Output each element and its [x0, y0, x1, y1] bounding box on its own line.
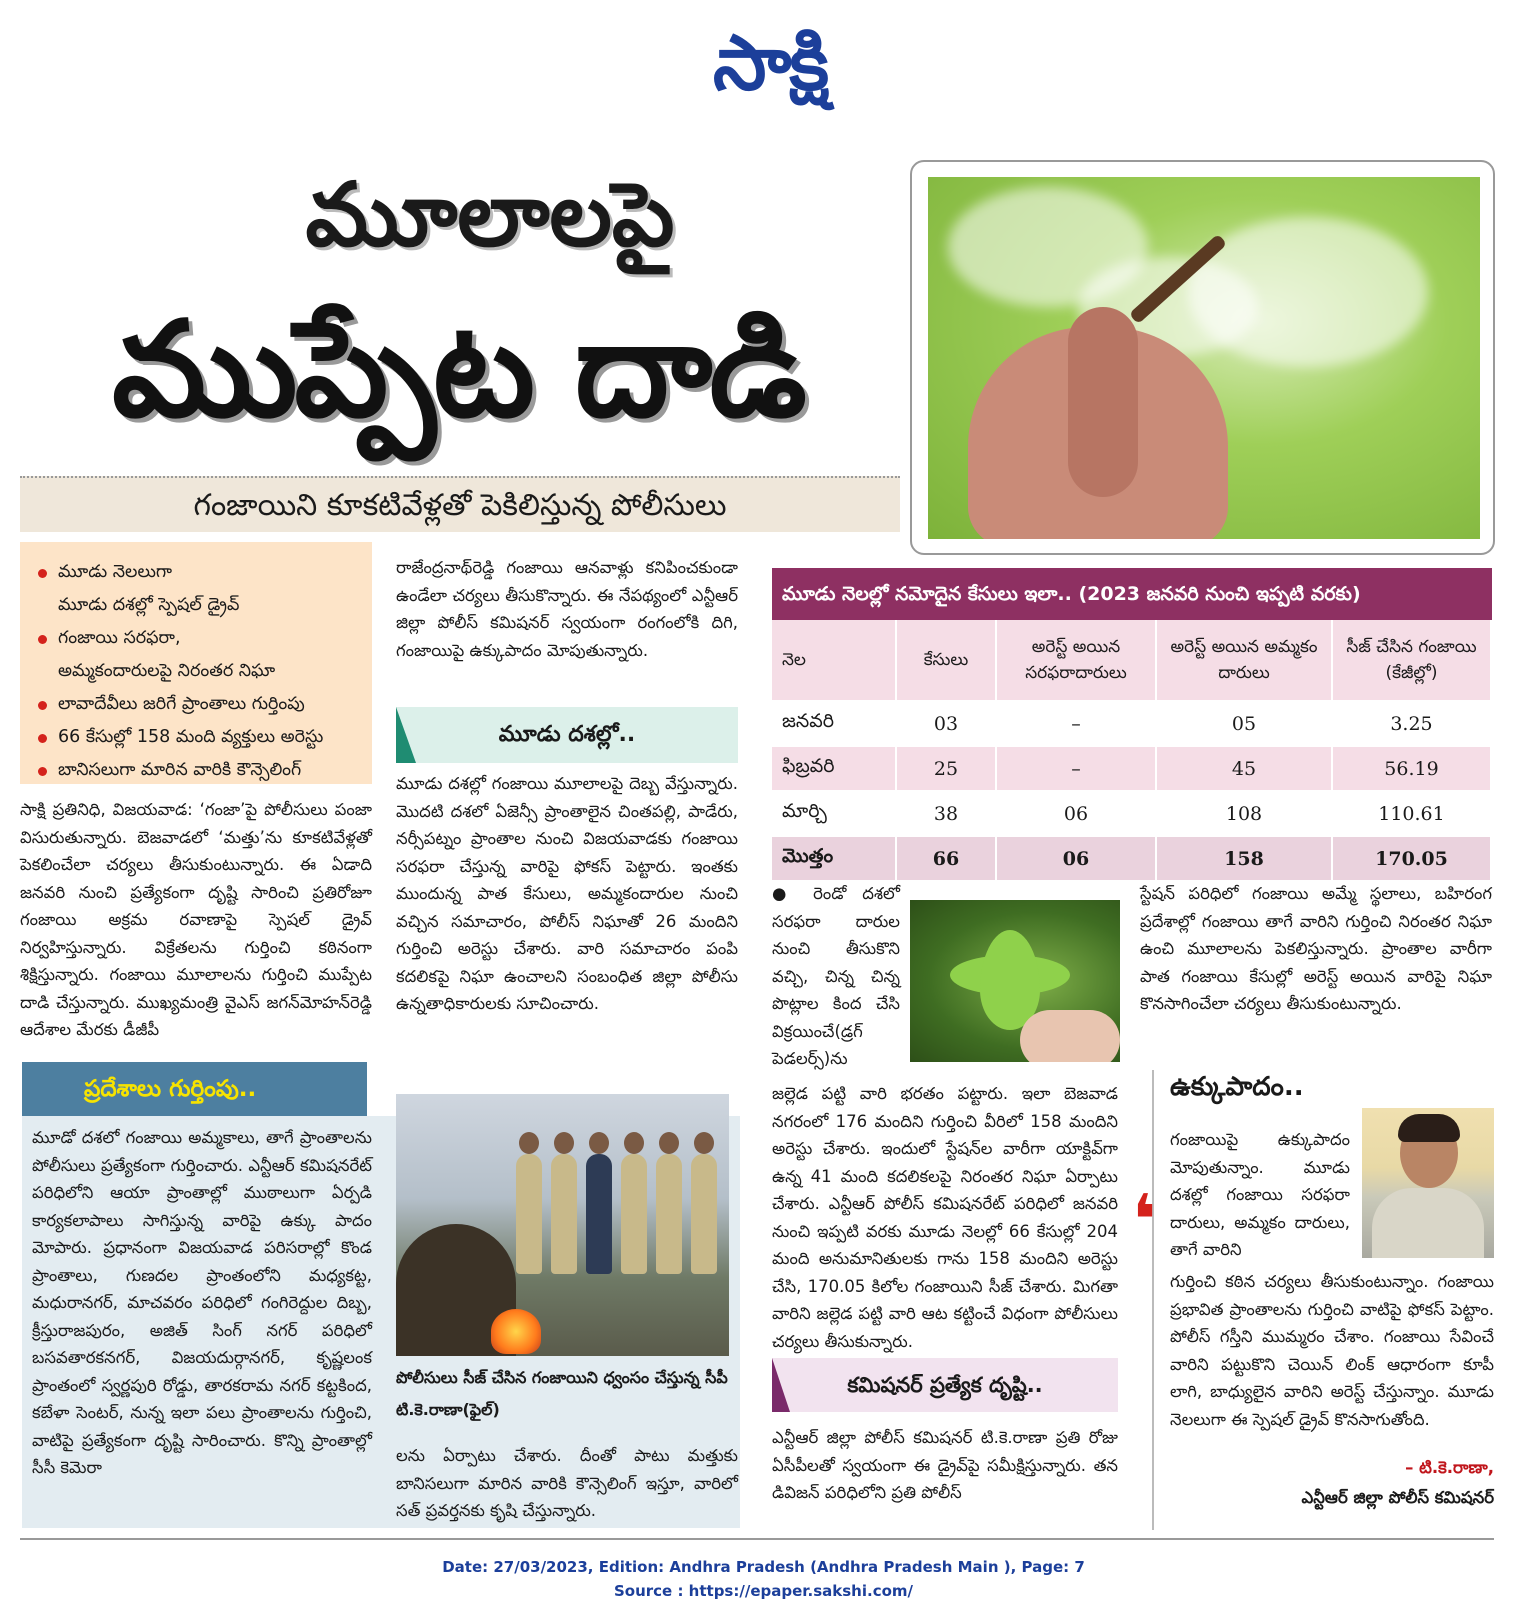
- highlight-item: బానిసలుగా మారిన వారికి కౌన్సెలింగ్‌: [38, 754, 364, 787]
- table-cell: 06: [996, 791, 1156, 836]
- col3-top-paragraph: ● రెండో దశలో సరఫరా దారుల నుంచి తీసుకొని వచ్చి, చిన్న చిన్న పొట్లాల కింద చేసి విక్రయించే(డ్రగ్‌ పెడలర్స్‌)ను: [772, 884, 900, 1068]
- table-cell: జనవరి: [772, 701, 896, 746]
- highlight-item: 66 కేసుల్లో 158 మంది వ్యక్తులు అరెస్టు: [38, 721, 364, 754]
- quote-text-narrow: గంజాయిపై ఉక్కుపాదం మోపుతున్నాం. మూడు దశల్లో గంజాయి సరఫరా దారులు, అమ్మకం దారులు, తాగే వారిని: [1170, 1130, 1350, 1259]
- table-header-seized: సీజ్‌ చేసిన గంజాయి (కేజీల్లో): [1332, 620, 1491, 701]
- three-stages-heading: మూడు దశల్లో..: [396, 707, 738, 763]
- commissioner-portrait: [1362, 1108, 1494, 1258]
- table-row: [772, 746, 1491, 791]
- highlight-item-cont: మూడు దశల్లో స్పెషల్‌ డ్రైవ్‌: [58, 595, 240, 615]
- quote-text-wide: గుర్తించి కఠిన చర్యలు తీసుకుంటున్నాం. గంజాయి ప్రభావిత ప్రాంతాలను గుర్తించి వాటిపై ఫోకస్‌ పెట్టాం. పోలీస్‌ గస్తీని ముమ్మరం చేశాం. గంజాయి సేవించే వారిని పట్టుకొని చెయిన్‌ లింక్‌ ఆధారంగా కూపీ లాగి, బాధ్యులైన వారిని అరెస్ట్‌ చేస్తున్నాం. మూడు నెలలుగా ఈ స్పెషల్‌ డ్రైవ్‌ కొనసాగుతోంది.: [1170, 1272, 1494, 1429]
- commissioner-paragraph: ఎన్టీఆర్‌ జిల్లా పోలీస్‌ కమిషనర్‌ టి.కె.రాణా ప్రతి రోజు ఏసీపీలతో స్వయంగా ఈ డ్రైవ్‌పై సమీక్షిస్తున్నారు. తన డివిజన్‌ పరిధిలోని ప్రతి పోలీస్‌: [772, 1428, 1118, 1502]
- table-cell: మొత్తం: [772, 836, 896, 880]
- table-header-cases: కేసులు: [896, 620, 996, 701]
- table-row: [772, 701, 1491, 746]
- masthead-logo: సాక్షి: [712, 18, 828, 107]
- table-cell: 38: [896, 791, 996, 836]
- table-cell: 170.05: [1332, 836, 1491, 880]
- photo-caption: పోలీసులు సీజ్‌ చేసిన గంజాయిని ధ్వంసం చేస్తున్న సీపీ టి.కె.రాణా(ఫైల్‌): [396, 1368, 728, 1419]
- table-cell: 25: [896, 746, 996, 791]
- table-header-suppliers: అరెస్ట్‌ అయిన సరఫరాదారులు: [996, 620, 1156, 701]
- table-cell: 66: [896, 836, 996, 880]
- table-cell: మార్చి: [772, 791, 896, 836]
- areas-heading: ప్రదేశాలు గుర్తింపు..: [22, 1062, 367, 1116]
- cannabis-leaf-photo: [910, 900, 1120, 1062]
- table-cell: ఫిబ్రవరి: [772, 746, 896, 791]
- highlight-item: మూడు నెలలుగా: [38, 556, 364, 589]
- bottom-rule: [20, 1538, 1494, 1540]
- table-header-sellers: అరెస్ట్‌ అయిన అమ్మకం దారులు: [1156, 620, 1332, 701]
- commissioner-heading: కమిషనర్‌ ప్రత్యేక దృష్టి..: [772, 1358, 1118, 1412]
- table-cell: 45: [1156, 746, 1332, 791]
- subheadline: గంజాయిని కూకటివేళ్లతో పెకిలిస్తున్న పోలీసులు: [20, 476, 900, 532]
- highlight-item-cont: అమ్మకందారులపై నిరంతర నిఘా: [58, 661, 276, 681]
- highlight-item: లావాదేవీలు జరిగే ప్రాంతాలు గుర్తింపు: [38, 688, 364, 721]
- police-burning-photo: [396, 1094, 729, 1356]
- table-cell: 03: [896, 701, 996, 746]
- areas-paragraph: మూడో దశలో గంజాయి అమ్మకాలు, తాగే ప్రాంతాలను పోలీసులు ప్రత్యేకంగా గుర్తించారు. ఎన్టీఆర్‌ కమిషనరేట్‌ పరిధిలోని ఆయా ప్రాంతాల్లో ముఠాలుగా ఏర్పడి కార్యకలాపాలు సాగిస్తున్న వారిపై ఉక్కు పాదం మోపారు. ప్రధానంగా విజయవాడ పరిసరాల్లో కొండ ప్రాంతాలు, గుణదల ప్రాంతంలోని మధ్యకట్ట, మధురానగర్‌, మాచవరం పరిధిలో గంగిరెద్దుల దిబ్బ, క్రీస్తురాజపురం, అజిత్‌ సింగ్‌ నగర్‌ పరిధిలో బసవతారకనగర్‌, విజయదుర్గానగర్‌, కృష్ణలంక ప్రాంతంలో స్వర్ణపురి రోడ్డు, తారకరామ నగర్‌ కట్టకింద, కబేళా సెంటర్‌, నున్న ఇలా పలు ప్రాంతాలను గుర్తించి, వాటిపై ప్రత్యేకంగా దృష్టి సారించారు. కొన్ని ప్రాంతాల్లో సీసీ కెమెరా: [32, 1128, 372, 1477]
- quote-mark-icon: ❛: [1132, 1179, 1157, 1261]
- quote-heading: ఉక్కుపాదం..: [1170, 1072, 1304, 1102]
- col4-top-paragraph: స్టేషన్‌ పరిధిలో గంజాయి అమ్మే స్థలాలు, బహిరంగ ప్రదేశాల్లో గంజాయి తాగే వారిని గుర్తించి నిరంతర నిఘా ఉంచి మూలాలను పెకలిస్తున్నారు. ప్రాంతాల వారీగా పాత గంజాయి కేసుల్లో అరెస్ట్‌ అయిన వారిపై నిఘా కొనసాగించేలా చర్యలు తీసుకుంటున్నారు.: [1140, 884, 1492, 1013]
- intro-paragraph: సాక్షి ప్రతినిధి, విజయవాడ: ‘గంజా’పై పోలీసులు పంజా విసురుతున్నారు. బెజవాడలో ‘మత్తు’ను కూకటివేళ్లతో పెకలించేలా చర్యలు తీసుకుంటున్నారు. ఈ ఏడాది జనవరి నుంచి ప్రత్యేకంగా దృష్టి సారించి ప్రతిరోజూ గంజాయి అక్రమ రవాణాపై స్పెషల్‌ డ్రైవ్‌ నిర్వహిస్తున్నారు. విక్రేతలను గుర్తించి కఠినంగా శిక్షిస్తున్నారు. గంజాయి మూలాలను గుర్తించి ముప్పేట దాడి చేస్తున్నారు. ముఖ్యమంత్రి వైఎస్‌ జగన్‌మోహన్‌రెడ్డి ఆదేశాల మేరకు డీజీపీ: [20, 800, 372, 1039]
- table-cell: 56.19: [1332, 746, 1491, 791]
- footer: [0, 1555, 1527, 1615]
- headline-line-1: మూలాలపై: [305, 163, 675, 266]
- col3-mid-paragraph: జల్లెడ పట్టి వారి భరతం పట్టారు. ఇలా బెజవాడ నగరంలో 176 మందిని గుర్తించి వీరిలో 158 మందిని అరెస్టు చేశారు. ఇందులో స్టేషన్‌ల వారీగా యాక్టివ్‌గా ఉన్న 41 మంది కదలికలపై నిరంతర నిఘా ఏర్పాటు చేశారు. ఎన్టీఆర్‌ పోలీస్‌ కమిషనరేట్‌ పరిధిలో జనవరి నుంచి ఇప్పటి వరకు మూడు నెలల్లో 66 కేసుల్లో 204 మంది అనుమానితులకు గాను 158 మందిని అరెస్టు చేసి, 170.05 కిలోల గంజాయిని సీజ్‌ చేశారు. మిగతా వారిని జల్లెడ పట్టి వారి ఆట కట్టించే విధంగా పోలీసులు చర్యలు తీసుకున్నారు.: [772, 1084, 1118, 1351]
- table-cell: 110.61: [1332, 791, 1491, 836]
- highlights-box: [20, 542, 372, 784]
- table-cell: 108: [1156, 791, 1332, 836]
- smoking-hand-photo: [928, 177, 1480, 539]
- table-cell: 158: [1156, 836, 1332, 880]
- quote-designation: ఎన్టీఆర్‌ జిల్లా పోలీస్‌ కమిషనర్‌: [1301, 1488, 1494, 1507]
- cases-table-title: మూడు నెలల్లో నమోదైన కేసులు ఇలా.. (2023 జనవరి నుంచి ఇప్పటి వరకు): [772, 568, 1492, 620]
- table-header-row: [772, 620, 1491, 701]
- table-row: [772, 791, 1491, 836]
- three-stages-paragraph: మూడు దశల్లో గంజాయి మూలాలపై దెబ్బ వేస్తున్నారు. మొదటి దశలో ఏజెన్సీ ప్రాంతాలైన చింతపల్లి, పాడేరు, నర్సీపట్నం ప్రాంతాల నుంచి విజయవాడకు గంజాయి సరఫరా చేస్తున్న వారిపై ఫోకస్‌ పెట్టారు. ఇంతకు ముందున్న పాత కేసులు, అమ్మకందారుల నుంచి వచ్చిన సమాచారం, పోలీస్‌ నిఘాతో 26 మందిని గుర్తించి అరెస్టు చేశారు. వారి సమాచారం పంపి కదలికపై నిఘా ఉంచాలని సంబంధిత జిల్లా పోలీసు ఉన్నతాధికారులకు సూచించారు.: [396, 774, 738, 1013]
- table-cell: 3.25: [1332, 701, 1491, 746]
- table-cell: –: [996, 701, 1156, 746]
- quote-divider: [1152, 1070, 1154, 1530]
- footer-source-line[interactable]: Source : https://epaper.sakshi.com/: [613, 1582, 913, 1600]
- col2-bottom-paragraph: లను ఏర్పాటు చేశారు. దీంతో పాటు మత్తుకు బానిసలుగా మారిన వారికి కౌన్సెలింగ్‌ ఇస్తూ, వారిలో సత్‌ ప్రవర్తనకు కృషి చేస్తున్నారు.: [396, 1446, 738, 1520]
- headline-line-2: ముప్పేట దాడి: [112, 293, 804, 447]
- table-cell: 06: [996, 836, 1156, 880]
- footer-date-line: Date: 27/03/2023, Edition: Andhra Pradesh (Andhra Pradesh Main ), Page: 7: [442, 1558, 1085, 1576]
- cases-table: [772, 620, 1492, 880]
- table-total-row: [772, 836, 1491, 880]
- table-cell: 05: [1156, 701, 1332, 746]
- table-header-month: నెల: [772, 620, 896, 701]
- highlight-item: గంజాయి సరఫరా,: [38, 622, 364, 655]
- table-cell: –: [996, 746, 1156, 791]
- quote-author: – టి.కె.రాణా,: [1405, 1458, 1494, 1477]
- col2-top-paragraph: రాజేంద్రనాథ్‌రెడ్డి గంజాయి ఆనవాళ్లు కనిపించకుండా ఉండేలా చర్యలు తీసుకొన్నారు. ఈ నేపథ్యంలో ఎన్టీఆర్‌ జిల్లా పోలీస్‌ కమిషనర్‌ స్వయంగా రంగంలోకి దిగి, గంజాయిపై ఉక్కుపాదం మోపుతున్నారు.: [396, 558, 738, 660]
